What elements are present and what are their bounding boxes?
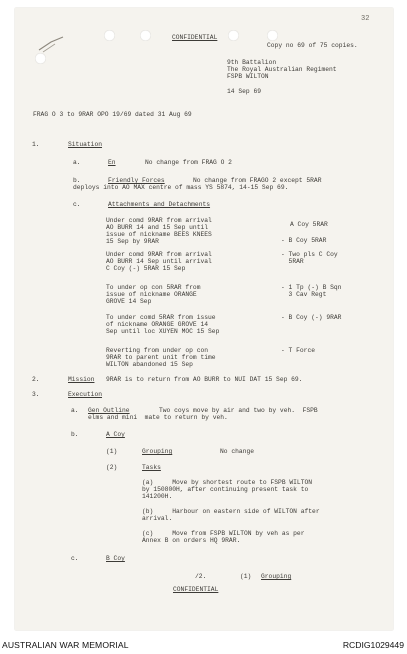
attachment-unit: - 1 Tp (-) B Sqn <box>281 284 342 291</box>
para-text: elms and mini mate to return by veh. <box>88 414 228 421</box>
punch-hole <box>104 30 115 41</box>
attachment-unit: - T Force <box>281 347 316 354</box>
para-letter: b. <box>71 431 79 438</box>
attachment-unit: - B Coy 5RAR <box>281 237 327 244</box>
para-letter: a. <box>73 159 81 166</box>
section-title: Execution <box>68 391 103 398</box>
attachment-text: To under comd 5RAR from issue <box>106 314 216 321</box>
attachment-unit: 5RAR <box>281 258 304 265</box>
section-title: Mission <box>68 376 95 383</box>
attachment-text: C Coy (-) 5RAR 15 Sep <box>106 265 186 272</box>
subpara-heading: Grouping <box>142 448 173 455</box>
next-subpara-heading: Grouping <box>261 573 292 580</box>
attachment-text: 9RAR to parent unit from time <box>106 354 216 361</box>
pencil-mark-icon <box>37 34 67 54</box>
attachment-text: WILTON abandoned 15 Sep <box>106 361 193 368</box>
unit-line-2: The Royal Australian Regiment <box>227 66 337 73</box>
attachment-unit: A Coy 5RAR <box>290 221 328 228</box>
para-letter: b. <box>73 177 81 184</box>
classification-bottom: CONFIDENTIAL <box>173 586 219 593</box>
attachment-text: Sep until loc XUYEN MOC 15 Sep <box>106 328 220 335</box>
section-number: 1. <box>32 141 40 148</box>
para-heading: En <box>108 159 116 166</box>
attachment-unit: 3 Cav Regt <box>281 291 327 298</box>
attachment-text: 15 Sep by 9RAR <box>106 238 159 245</box>
archive-footer <box>0 636 407 654</box>
attachment-text: To under op con 5RAR from <box>106 284 201 291</box>
para-heading: Attachments and Detachments <box>108 201 211 208</box>
attachment-text: issue of nickname ORANGE <box>106 291 197 298</box>
section-number: 2. <box>32 376 40 383</box>
para-heading: Gen Outline <box>88 407 130 414</box>
para-letter: a. <box>71 407 79 414</box>
attachment-text: Under comd 9RAR from arrival <box>106 251 212 258</box>
footer-source: AUSTRALIAN WAR MEMORIAL <box>2 640 129 650</box>
subpara-number: (2) <box>106 464 118 471</box>
para-letter: c. <box>71 555 79 562</box>
para-text: deploys into AO MAX centre of mass YS 5874, 14-15 Sep 69. <box>73 184 289 191</box>
para-heading: Friendly Forces <box>108 177 165 184</box>
para-heading: B Coy <box>106 555 125 562</box>
page-continuation: /2. <box>195 573 207 580</box>
attachment-unit: - B Coy (-) 9RAR <box>281 314 342 321</box>
subpara-number: (1) <box>106 448 118 455</box>
section-text: 9RAR is to return from AO BURR to NUI DAT 15 Sep 69. <box>106 376 303 383</box>
reference-line: FRAG O 3 to 9RAR OPO 19/69 dated 31 Aug 69 <box>33 111 192 118</box>
document-date: 14 Sep 69 <box>227 88 262 95</box>
attachment-text: of nickname ORANGE GROVE 14 <box>106 321 209 328</box>
footer-item-id: RCDIG1029449 <box>342 640 404 650</box>
task-text: arrival. <box>142 515 173 522</box>
section-title: Situation <box>68 141 103 148</box>
task-text: (b) Harbour on eastern side of WILTON after <box>142 508 320 515</box>
para-text: Two coys move by air and two by veh. FSPB <box>159 407 318 414</box>
para-letter: c. <box>73 201 81 208</box>
attachment-text: GROVE 14 Sep <box>106 298 152 305</box>
task-text: by 150800H, after continuing present task to <box>142 486 309 493</box>
attachment-text: Under comd 9RAR from arrival <box>106 217 212 224</box>
unit-line-3: FSPB WILTON <box>227 73 269 80</box>
para-text: No change from FRAG O 2 <box>145 159 232 166</box>
subpara-text: No change <box>220 448 255 455</box>
next-subpara-number: (1) <box>240 573 252 580</box>
attachment-text: issue of nickname BEES KNEES <box>106 231 212 238</box>
task-text: 141200H. <box>142 493 173 500</box>
punch-hole <box>228 30 239 41</box>
document-page <box>15 8 393 630</box>
task-text: Annex B on orders HQ 9RAR. <box>142 537 241 544</box>
attachment-text: Reverting from under op con <box>106 347 209 354</box>
para-heading: A Coy <box>106 431 125 438</box>
punch-hole <box>35 53 46 64</box>
classification-top: CONFIDENTIAL <box>172 34 218 41</box>
section-number: 3. <box>32 391 40 398</box>
task-text: (c) Move from FSPB WILTON by veh as per <box>142 530 305 537</box>
page-mark: 32 <box>361 15 370 23</box>
attachment-unit: - Two pls C Coy <box>281 251 338 258</box>
attachment-text: AO BURR 14 and 15 Sep until <box>106 224 209 231</box>
unit-line-1: 9th Battalion <box>227 59 277 66</box>
attachment-text: AO BURR 14 Sep until arrival <box>106 258 212 265</box>
punch-hole <box>267 30 278 41</box>
copy-number-line: Copy no 69 of 75 copies. <box>267 42 358 49</box>
punch-hole <box>140 30 151 41</box>
task-text: (a) Move by shortest route to FSPB WILTON <box>142 479 313 486</box>
para-text: No change from FRAGO 2 except 5RAR <box>193 177 322 184</box>
subpara-heading: Tasks <box>142 464 161 471</box>
